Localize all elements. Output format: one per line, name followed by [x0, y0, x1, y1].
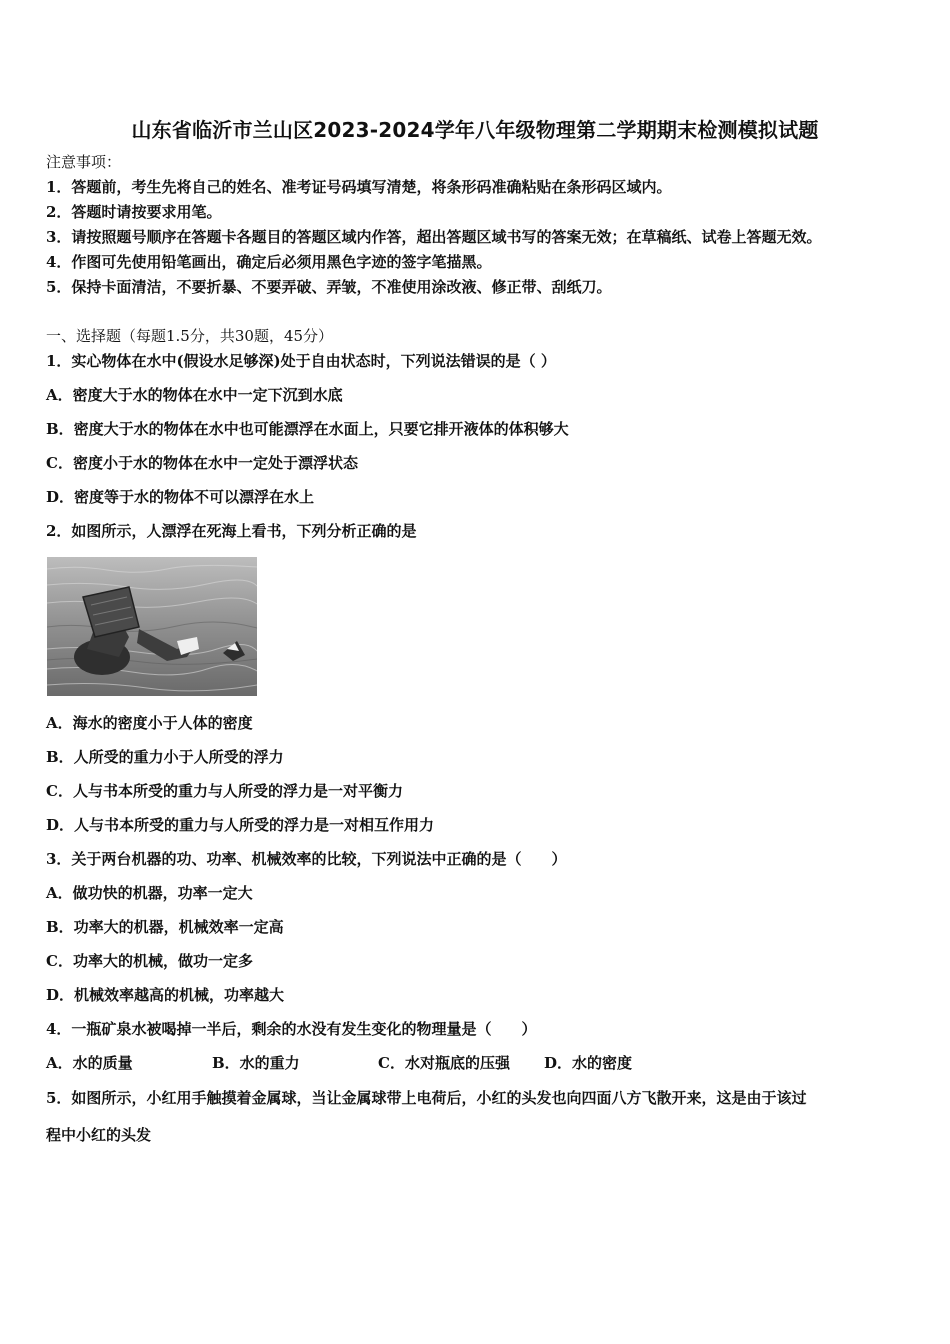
question-1-option-a: A．密度大于水的物体在水中一定下沉到水底 [46, 386, 343, 404]
question-2-option-a: A．海水的密度小于人体的密度 [46, 714, 253, 732]
question-2-option-c: C．人与书本所受的重力与人所受的浮力是一对平衡力 [46, 782, 403, 800]
question-4-option-b: B．水的重力 [212, 1054, 300, 1072]
question-4-options [46, 1053, 632, 1073]
question-3-option-a: A．做功快的机器，功率一定大 [46, 884, 253, 902]
notice-heading: 注意事项： [46, 153, 122, 171]
question-1-option-c: C．密度小于水的物体在水中一定处于漂浮状态 [46, 454, 358, 472]
question-4-stem: 4．一瓶矿泉水被喝掉一半后，剩余的水没有发生变化的物理量是（ ） [46, 1020, 537, 1038]
question-5-stem-line-1: 5．如图所示，小红用手触摸着金属球，当让金属球带上电荷后，小红的头发也向四面八方飞散开来，这是由于该过 [46, 1089, 807, 1107]
dead-sea-reading-photo [47, 557, 257, 696]
notice-item-4: 4．作图可先使用铅笔画出，确定后必须用黑色字迹的签字笔描黑。 [46, 253, 492, 271]
question-3-option-b: B．功率大的机器，机械效率一定高 [46, 918, 284, 936]
exam-title: 山东省临沂市兰山区2023-2024学年八年级物理第二学期期末检测模拟试题 [131, 118, 819, 142]
notice-item-1: 1．答题前，考生先将自己的姓名、准考证号码填写清楚，将条形码准确粘贴在条形码区域内。 [46, 178, 672, 196]
question-4-option-c: C．水对瓶底的压强 [378, 1054, 510, 1072]
question-4-option-a: A．水的质量 [46, 1054, 133, 1072]
section-heading: 一、选择题（每题1.5分，共30题，45分） [46, 327, 334, 345]
question-2-option-d: D．人与书本所受的重力与人所受的浮力是一对相互作用力 [46, 816, 435, 834]
question-1-option-b: B．密度大于水的物体在水中也可能漂浮在水面上，只要它排开液体的体积够大 [46, 420, 569, 438]
question-1-option-d: D．密度等于水的物体不可以漂浮在水上 [46, 488, 315, 506]
question-5-stem-line-2: 程中小红的头发 [46, 1126, 152, 1144]
question-3-option-d: D．机械效率越高的机械，功率越大 [46, 986, 285, 1004]
question-3-stem: 3．关于两台机器的功、功率、机械效率的比较，下列说法中正确的是（ ） [46, 850, 567, 868]
question-4-option-d: D．水的密度 [544, 1054, 633, 1072]
question-2-option-b: B．人所受的重力小于人所受的浮力 [46, 748, 284, 766]
question-1-stem: 1．实心物体在水中(假设水足够深)处于自由状态时，下列说法错误的是（ ） [46, 352, 556, 370]
notice-item-5: 5．保持卡面清洁，不要折暴、不要弄破、弄皱，不准使用涂改液、修正带、刮纸刀。 [46, 278, 612, 296]
notice-item-3: 3．请按照题号顺序在答题卡各题目的答题区域内作答，超出答题区域书写的答案无效；在草稿纸、试卷上答题无效。 [46, 228, 822, 246]
question-3-option-c: C．功率大的机械，做功一定多 [46, 952, 253, 970]
question-2-stem: 2．如图所示，人漂浮在死海上看书，下列分析正确的是 [46, 522, 417, 540]
notice-item-2: 2．答题时请按要求用笔。 [46, 203, 222, 221]
